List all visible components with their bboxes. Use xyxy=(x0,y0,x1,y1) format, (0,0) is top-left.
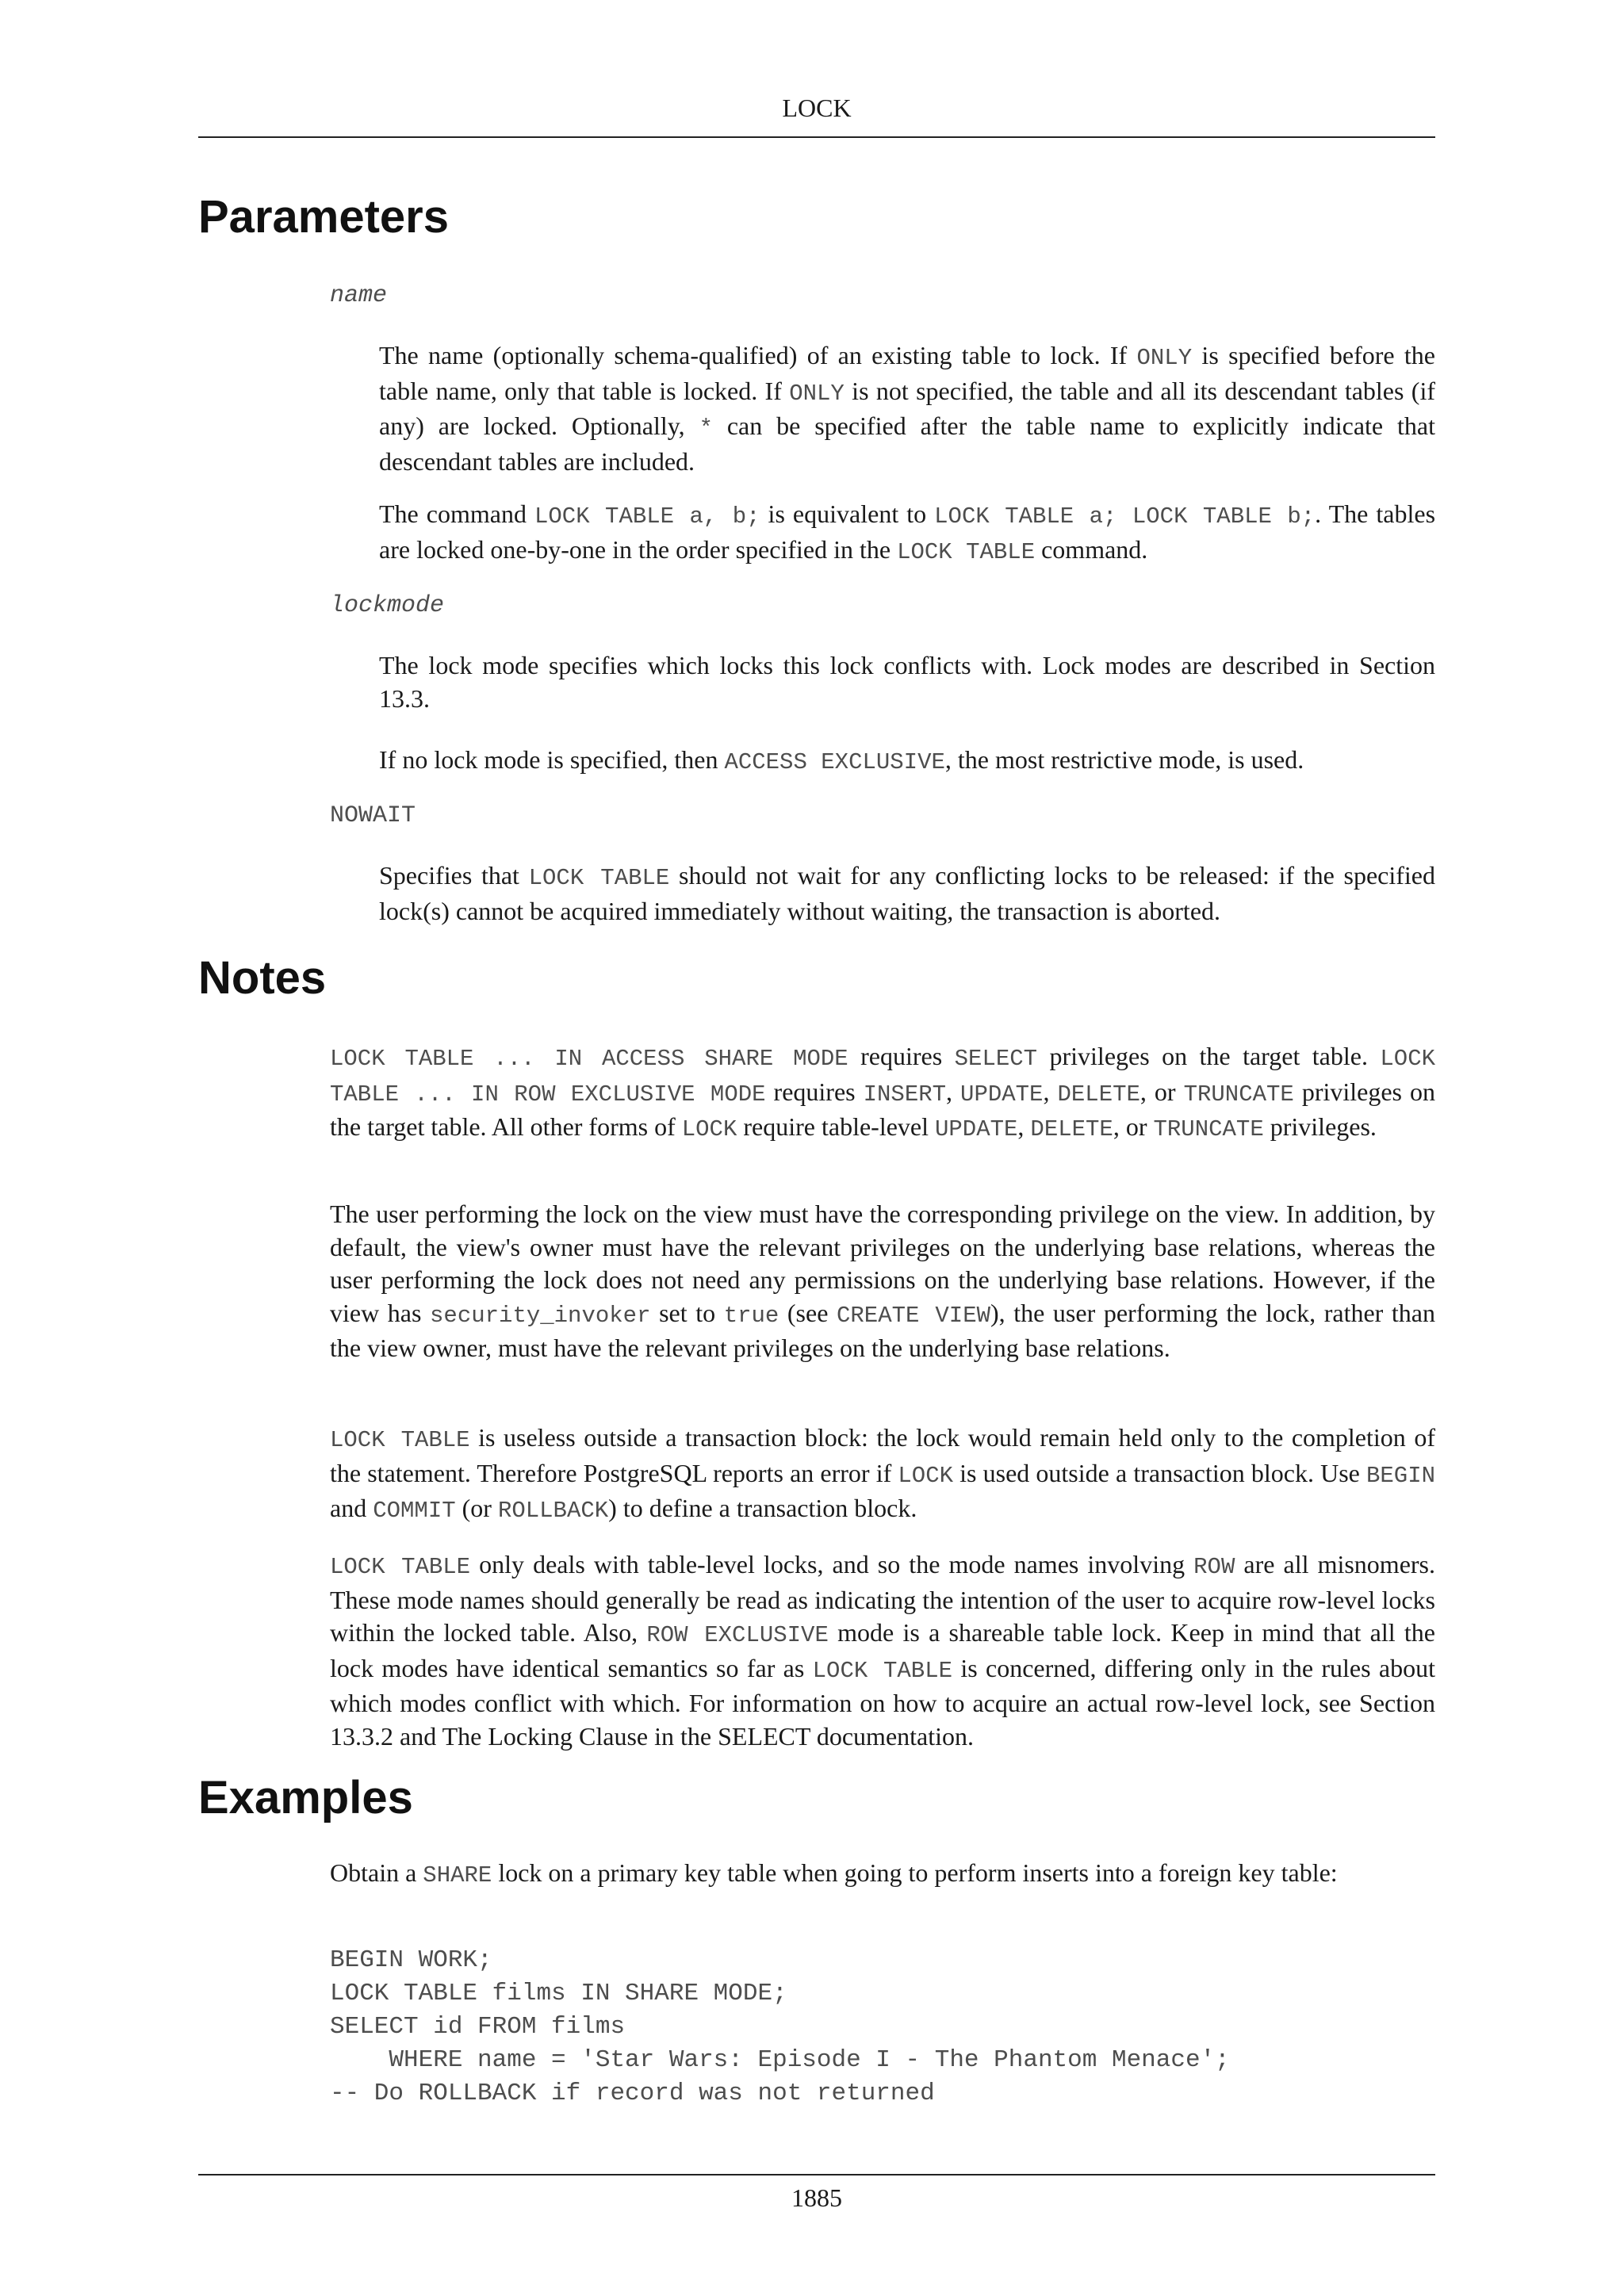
nowait-description: Specifies that LOCK TABLE should not wait for any conflicting locks to be released: if the specified lock(s) cannot be acquired immediately without waiting, the transaction is aborted. xyxy=(379,861,1436,925)
footer-rule xyxy=(198,2174,1435,2175)
name-equivalence-note: The command LOCK TABLE a, b; is equivalent to LOCK TABLE a; LOCK TABLE b;. The tables are locked one-by-one in the order specified in the LOCK TABLE command. xyxy=(379,499,1436,565)
parameters-heading: Parameters xyxy=(198,191,449,243)
running-header: LOCK xyxy=(782,94,852,122)
term-lockmode: lockmode xyxy=(330,592,445,619)
examples-intro: Obtain a SHARE lock on a primary key table when going to perform inserts into a foreign key table: xyxy=(330,1858,1338,1888)
lockmode-description: The lock mode specifies which locks this lock conflicts with. Lock modes are described in Section 13.3. xyxy=(379,651,1435,713)
term-nowait: NOWAIT xyxy=(330,802,416,829)
examples-heading: Examples xyxy=(198,1772,413,1823)
notes-view-permissions: The user performing the lock on the view must have the corresponding privilege on the view. In addition, by default, the view's owner must have the relevant privileges on the underlying base relations, whereas the user performing the lock does not need any permissions on the underlying base relations. However, if the view has security_invoker set to true (see CREATE VIEW), the user performing the lock, rather than the view owner, must have the relevant privileges on the underlying base relations. xyxy=(330,1200,1436,1362)
notes-table-level-locks: LOCK TABLE only deals with table-level locks, and so the mode names involving ROW are all misnomers. These mode names should generally be read as indicating the intention of the user to acquire row-level locks within the locked table. Also, ROW EXCLUSIVE mode is a shareable table lock. Keep in mind that all the lock modes have identical semantics so far as LOCK TABLE is concerned, differing only in the rules about which modes conflict with which. For information on how to acquire an actual row-level lock, see Section 13.3.2 and The Locking Clause in the SELECT documentation. xyxy=(330,1550,1436,1751)
term-name: name xyxy=(330,282,388,309)
notes-heading: Notes xyxy=(198,952,327,1004)
notes-privileges: LOCK TABLE ... IN ACCESS SHARE MODE requires SELECT privileges on the target table. LOCK TABLE ... IN ROW EXCLUSIVE MODE requires INSERT, UPDATE, DELETE, or TRUNCATE privileges on the target table. All other forms of LOCK require table-level UPDATE, DELETE, or TRUNCATE privileges. xyxy=(330,1042,1436,1142)
lockmode-default: If no lock mode is specified, then ACCESS EXCLUSIVE, the most restrictive mode, is used. xyxy=(379,745,1304,775)
example-code-block: BEGIN WORK; LOCK TABLE films IN SHARE MODE; SELECT id FROM films WHERE name = 'Star Wars: Episode I - The Phantom Menace'; -- Do ROLLBACK if record was not returned xyxy=(330,1946,1230,2107)
notes-transaction-block: LOCK TABLE is useless outside a transaction block: the lock would remain held only to the completion of the statement. Therefore PostgreSQL reports an error if LOCK is used outside a transaction block. Use BEGIN and COMMIT (or ROLLBACK) to define a transaction block. xyxy=(330,1423,1435,1524)
page-number: 1885 xyxy=(791,2183,842,2212)
header-rule xyxy=(198,136,1435,138)
name-description: The name (optionally schema-qualified) of an existing table to lock. If ONLY is specified before the table name, only that table is locked. If ONLY is not specified, the table and all its descendant tables (if any) are locked. Optionally, * can be specified after the table name to explicitly indicate that descendant tables are included. xyxy=(379,341,1436,476)
